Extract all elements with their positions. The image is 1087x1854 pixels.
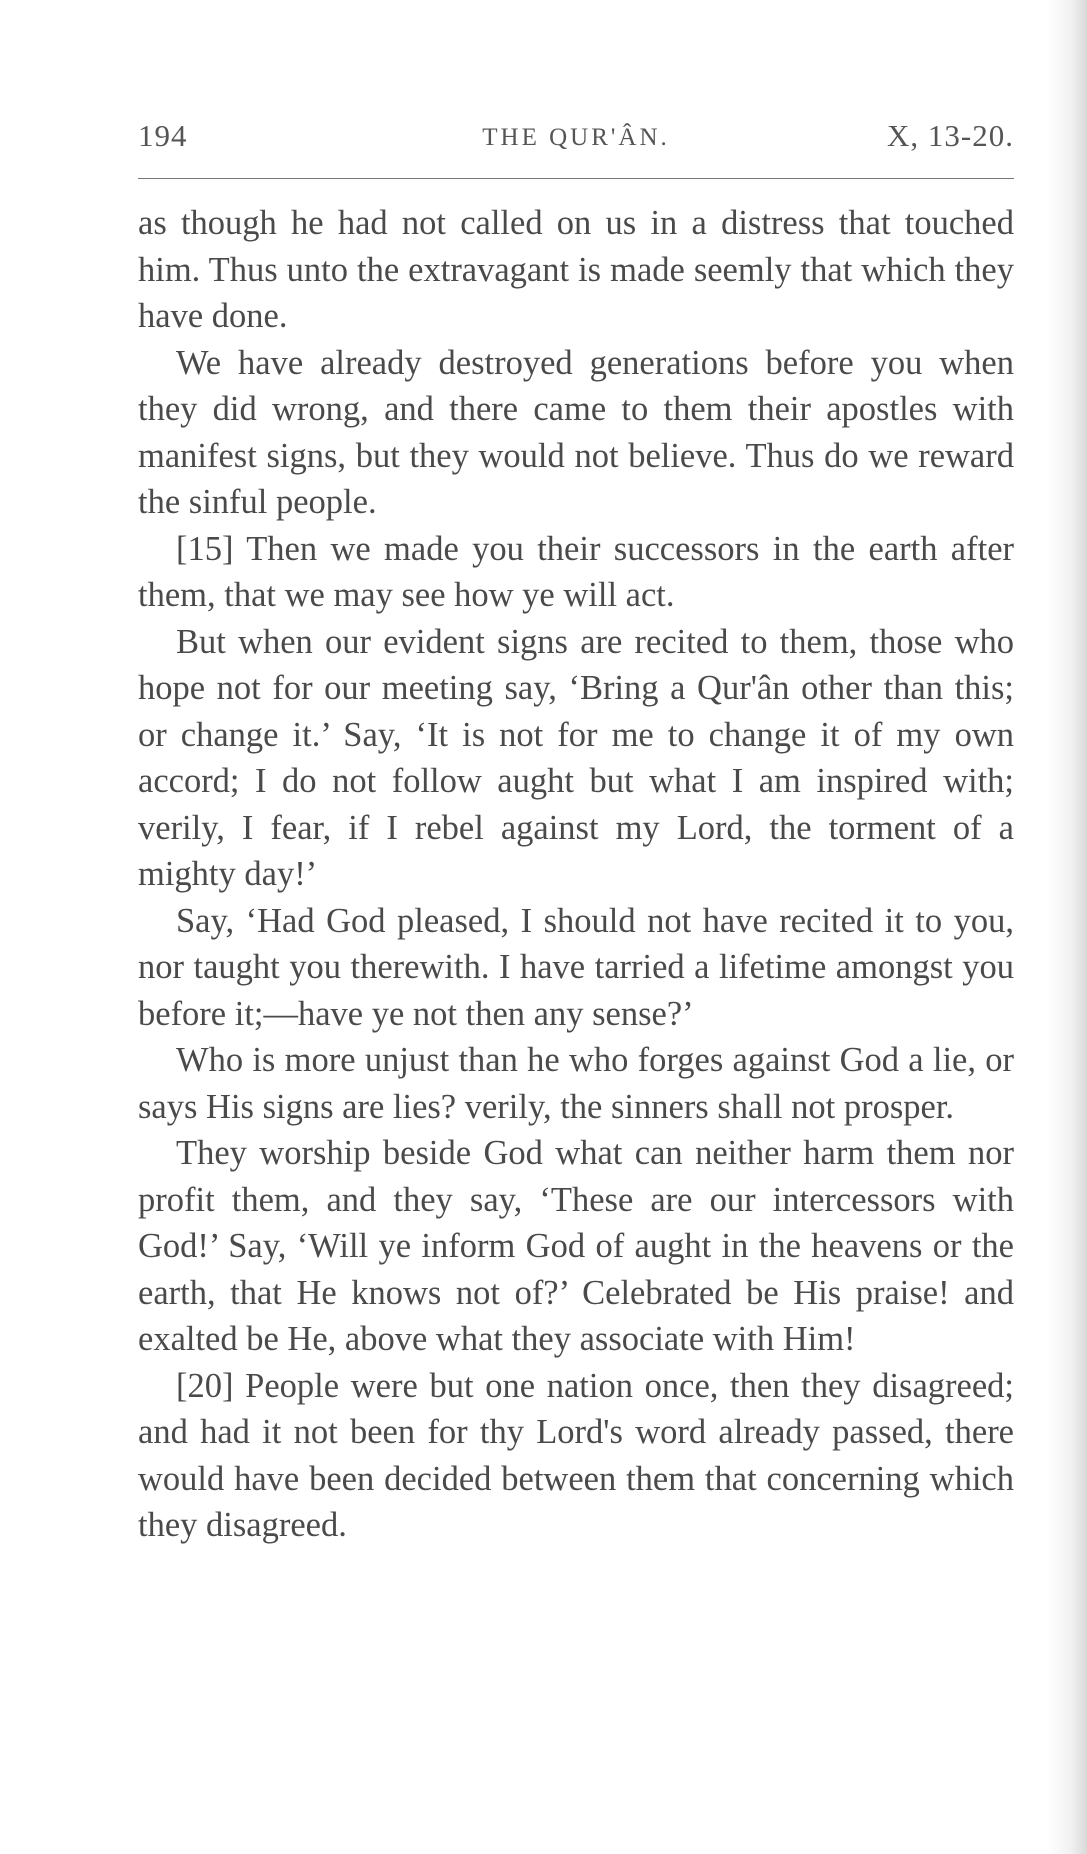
paragraph: as though he had not called on us in a distress that touched him. Thus unto the extravagant is made seemly that which they have done. [138,204,1014,335]
paragraph: Who is more unjust than he who forges against God a lie, or says His signs are lies? verily, the sinners shall not prosper. [138,1041,1014,1126]
body-text [138,200,1014,1549]
header-rule [138,178,1014,179]
page-header [138,118,1014,168]
paragraph: We have already destroyed generations before you when they did wrong, and there came to them their apostles with manifest signs, but they would not believe. Thus do we reward the sinful people. [138,343,1014,521]
paragraph: But when our evident signs are recited to them, those who hope not for our meeting say, ‘Bring a Qur'ân other than this; or change it.’ Say, ‘It is not for me to change it of my own accord; I do not follow aught but what I am inspired with; verily, I fear, if I rebel against my Lord, the torment of a mighty day!’ [138,622,1014,893]
paragraph: They worship beside God what can neither harm them nor profit them, and they say, ‘These are our intercessors with God!’ Say, ‘Will ye inform God of aught in the heavens or the earth, that He knows not of?’ Celebrated be His praise! and exalted be He, above what they associate with Him! [138,1134,1014,1358]
paragraph: [15] Then we made you their successors in the earth after them, that we may see how ye will act. [138,529,1014,614]
paragraph: Say, ‘Had God pleased, I should not have recited it to you, nor taught you therewith. I have tarried a lifetime amongst you before it;—have ye not then any sense?’ [138,901,1014,1033]
page-edge-shadow [1047,0,1087,1854]
paragraph: [20] People were but one nation once, then they disagreed; and had it not been for thy Lord's word already passed, there would have been decided between them that concerning which they disagreed. [138,1366,1014,1544]
running-title: THE QUR'ÂN. [482,124,670,151]
page-number: 194 [138,118,188,153]
section-reference: X, 13-20. [887,118,1014,153]
